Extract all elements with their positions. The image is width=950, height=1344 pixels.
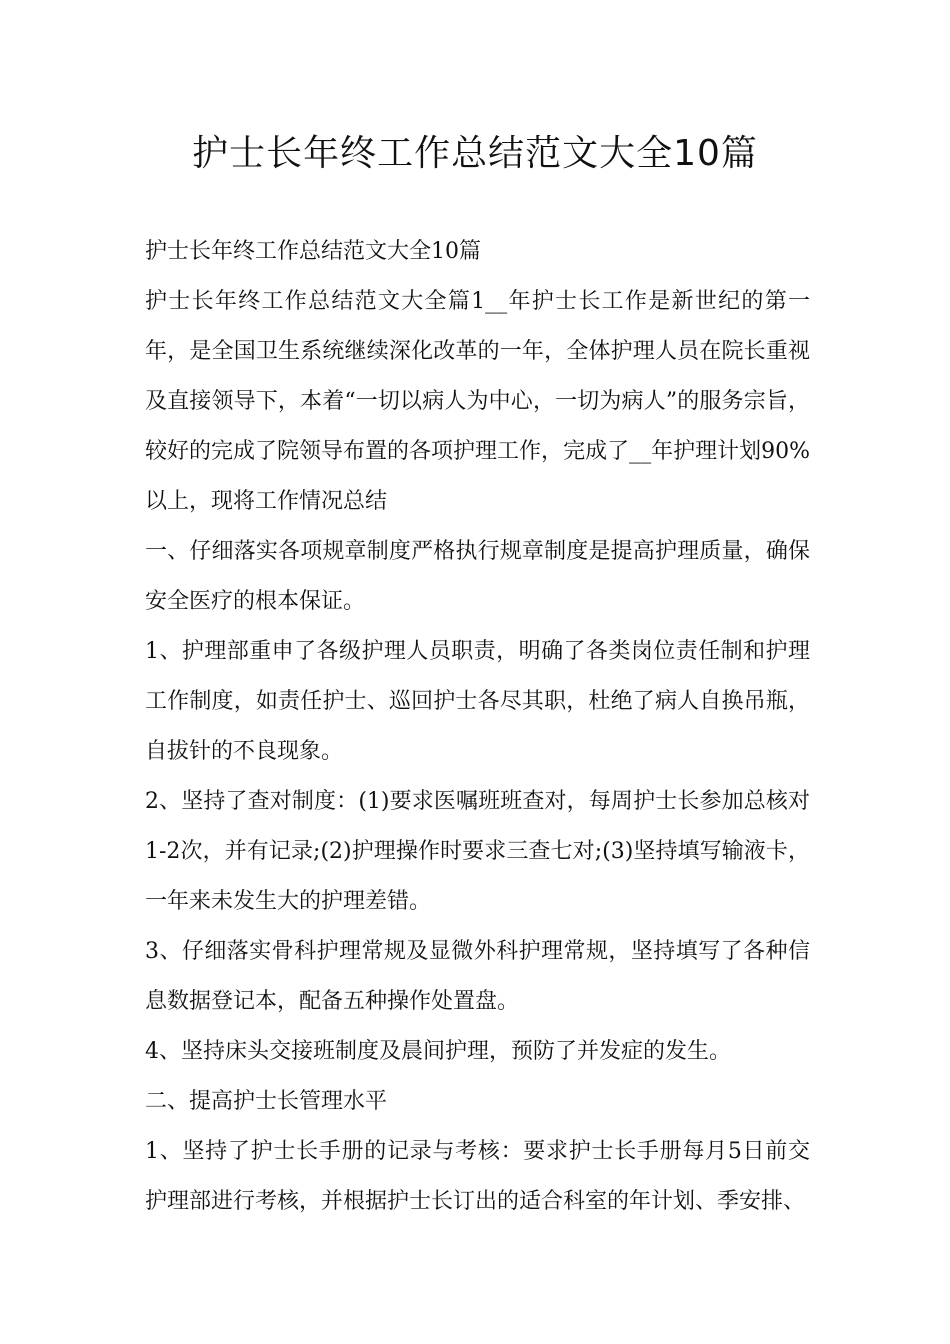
paragraph-subtitle: 护士长年终工作总结范文大全10篇 (145, 239, 481, 264)
paragraph-item-4: 4、坚持床头交接班制度及晨间护理，预防了并发症的发生。 (145, 1039, 731, 1064)
document-title: 护士长年终工作总结范文大全10篇 (192, 133, 758, 174)
paragraph-section-2-item-1: 1、坚持了护士长手册的记录与考核：要求护士长手册每月5日前交护理部进行考核，并根据护士长订出的适合科室的年计划、季安排、 (145, 1139, 810, 1214)
paragraph-item-2: 2、坚持了查对制度：(1)要求医嘱班班查对，每周护士长参加总核对1-2次，并有记录;(2)护理操作时要求三查七对;(3)坚持填写输液卡，一年来未发生大的护理差错。 (145, 789, 810, 914)
paragraph-section-2-heading: 二、提高护士长管理水平 (145, 1089, 388, 1114)
paragraph-section-1-heading: 一、仔细落实各项规章制度严格执行规章制度是提高护理质量，确保安全医疗的根本保证。 (145, 539, 810, 614)
document-body (145, 227, 810, 1227)
paragraph-item-3: 3、仔细落实骨科护理常规及显微外科护理常规，坚持填写了各种信息数据登记本，配备五种操作处置盘。 (145, 939, 810, 1014)
paragraph-item-1: 1、护理部重申了各级护理人员职责，明确了各类岗位责任制和护理工作制度，如责任护士、巡回护士各尽其职，杜绝了病人自换吊瓶，自拔针的不良现象。 (145, 639, 810, 764)
paragraph-intro: 护士长年终工作总结范文大全篇1__年护士长工作是新世纪的第一年，是全国卫生系统继续深化改革的一年，全体护理人员在院长重视及直接领导下，本着“一切以病人为中心，一切为病人”的服务宗旨，较好的完成了院领导布置的各项护理工作，完成了__年护理计划90%以上，现将工作情况总结 (145, 289, 810, 514)
